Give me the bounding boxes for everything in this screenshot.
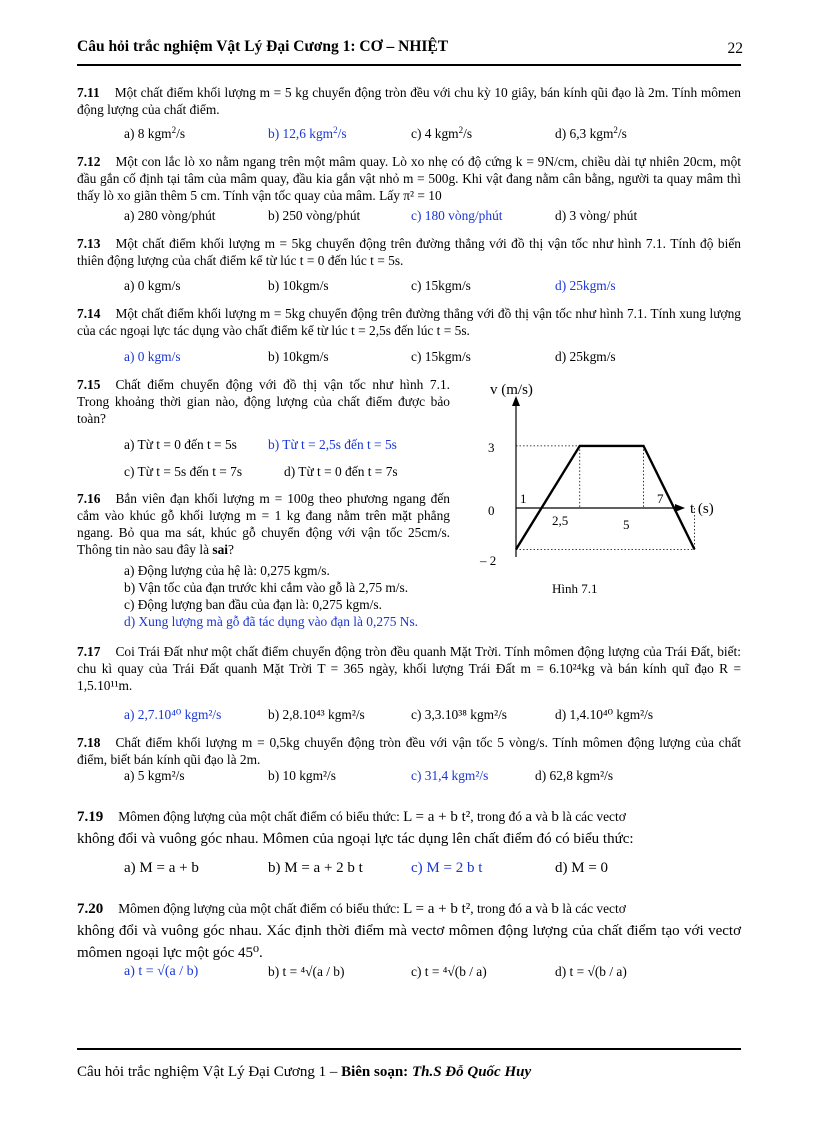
tick-x-2-5: 2,5 (552, 513, 569, 528)
option-b[interactable]: b) t = ⁴√(a / b) (268, 964, 345, 979)
question-7-19: 7.19 Mômen động lượng của một chất điểm có biểu thức: L = a + b t², trong đó a và b là các vectơ không đổi và vuông góc nhau. Mômen của ngoại lực tác dụng lên chất điểm đó có biểu thức: (77, 809, 634, 847)
expression-L: L = a + b t² (403, 901, 471, 917)
question-number: 7.19 (77, 809, 104, 825)
option-c-answer[interactable]: c) 180 vòng/phút (411, 208, 503, 223)
option-b-answer[interactable]: b) 12,6 kgm$^2$/s (268, 125, 347, 141)
option-d-answer[interactable]: d) 25kgm/s (555, 278, 616, 293)
option-c[interactable]: c) Từ t = 5s đến t = 7s (124, 464, 243, 479)
option-d-answer[interactable]: d) Xung lượng mà gỗ đã tác dụng vào đạn là 0,275 Ns. (124, 614, 418, 629)
y-axis-label: v (m/s) (490, 382, 533, 398)
question-number: 7.14 (77, 306, 101, 321)
option-c[interactable]: c) 3,3.10³⁸ kgm²/s (411, 707, 508, 722)
question-text: Một chất điểm khối lượng m = 5 kg chuyển động tròn đều với chu kỳ 10 giây, bán kính qũi đạo là 2m. Tính mômen động lượng của chất điểm. (77, 85, 741, 117)
velocity-point (516, 549, 517, 550)
x-axis-label: t (s) (690, 501, 714, 517)
footer-divider (77, 1048, 741, 1050)
option-a-answer[interactable]: a) t = √(a / b) (124, 964, 199, 979)
question-number: 7.13 (77, 236, 101, 251)
option-c-answer[interactable]: c) 31,4 kgm²/s (411, 768, 489, 783)
question-number: 7.15 (77, 377, 101, 392)
tick-y-minus2: – 2 (480, 553, 497, 568)
question-text: Bắn viên đạn khối lượng m = 100g theo phương ngang đến cắm vào khúc gỗ khối lượng m = 1 kg đang nằm trên mặt phẳng ngang. Bỏ qua ma sát, khúc gỗ chuyển động với vận tốc 25cm/s. Thông tin nào sau đây là (77, 491, 450, 557)
option-d[interactable]: d) M = 0 (555, 860, 609, 876)
option-d[interactable]: d) 62,8 kgm²/s (535, 768, 614, 783)
header-divider (77, 64, 741, 66)
page-footer: Câu hỏi trắc nghiệm Vật Lý Đại Cương 1 – Biên soạn: Th.S Đỗ Quốc Huy (77, 1064, 532, 1080)
emphasis-wrong: sai (212, 542, 229, 557)
question-7-15 (77, 376, 450, 427)
question-text: Coi Trái Đất như một chất điểm chuyển động tròn đều quanh Mặt Trời. Tính mômen động lượng của Trái Đất, biết: chu kì quay của Trái Đất quanh Mặt Trời T = 365 ngày, khối lượng Trái Đất m = 6.10²⁴kg và bán kính quĩ đạo R = 1,5.10¹¹m. (77, 644, 741, 693)
option-c[interactable]: c) 4 kgm$^2$/s (411, 125, 473, 141)
question-number: 7.18 (77, 735, 101, 750)
question-number: 7.11 (77, 85, 100, 100)
option-d[interactable]: d) 25kgm/s (555, 349, 616, 364)
option-a[interactable]: a) 0 kgm/s (124, 278, 181, 293)
question-7-16: 7.16 Bắn viên đạn khối lượng m = 100g theo phương ngang đến cắm vào khúc gỗ khối lượng m = 1 kg đang nằm trên mặt phẳng ngang. Bỏ qua ma sát, khúc gỗ chuyển động với vận tốc 25cm/s. Thông tin nào sau đây là sai? (77, 491, 450, 557)
option-b[interactable]: b) 10 kgm²/s (268, 768, 336, 783)
question-number: 7.17 (77, 644, 101, 659)
question-text: Một con lắc lò xo nằm ngang trên một mâm quay. Lò xo nhẹ có độ cứng k = 9N/cm, chiều dài tự nhiên 20cm, một đầu gắn cố định tại tâm của mâm quay, đầu kia gắn vật nhỏ m = 500g. Khi vật đang nằm cân bằng, người ta quay mâm thì thấy lò xo giãn thêm 5 cm. Tính vận tốc quay của mâm. Lấy π² = 10 (77, 154, 741, 203)
option-b[interactable]: b) Vận tốc của đạn trước khi cắm vào gỗ là 2,75 m/s. (124, 580, 409, 595)
option-b[interactable]: b) 10kgm/s (268, 278, 329, 293)
option-b[interactable]: b) 2,8.10⁴³ kgm²/s (268, 707, 365, 722)
question-text: Một chất điểm khối lượng m = 5kg chuyển động trên đường thẳng với đồ thị vận tốc như hình 7.1. Tính độ biến thiên động lượng của chất điểm kể từ lúc t = 0 đến lúc t = 5s. (77, 236, 741, 268)
velocity-point (694, 549, 695, 550)
velocity-point (541, 508, 542, 509)
option-b[interactable]: b) 10kgm/s (268, 349, 329, 364)
option-a-answer[interactable]: a) 0 kgm/s (124, 349, 181, 364)
option-d[interactable]: d) 6,3 kgm$^2$/s (555, 125, 627, 141)
tick-x-7: 7 (657, 491, 664, 506)
page-header-title: Câu hỏi trắc nghiệm Vật Lý Đại Cương 1: CƠ – NHIỆT (77, 38, 449, 55)
option-c-answer[interactable]: c) M = 2 b t (411, 860, 483, 876)
question-7-11 (77, 84, 741, 118)
velocity-point (643, 445, 644, 446)
velocity-series-line (516, 446, 695, 550)
option-b[interactable]: b) M = a + 2 b t (268, 860, 363, 876)
question-7-17 (77, 643, 741, 694)
question-7-14 (77, 305, 741, 339)
option-d[interactable]: d) 3 vòng/ phút (555, 208, 638, 223)
option-d[interactable]: d) 1,4.10⁴⁰ kgm²/s (555, 707, 654, 722)
option-b-answer[interactable]: b) Từ t = 2,5s đến t = 5s (268, 437, 397, 452)
tick-y-3: 3 (488, 440, 495, 455)
option-a[interactable]: a) 8 kgm$^2$/s (124, 125, 186, 141)
velocity-graph (460, 372, 730, 604)
tick-y-0: 0 (488, 503, 495, 518)
question-number: 7.16 (77, 491, 101, 506)
option-c[interactable]: c) 15kgm/s (411, 349, 471, 364)
option-a[interactable]: a) Động lượng của hệ là: 0,275 kgm/s. (124, 563, 330, 578)
option-a[interactable]: a) 5 kgm²/s (124, 768, 185, 783)
option-c[interactable]: c) t = ⁴√(b / a) (411, 964, 487, 979)
question-text: Chất điểm khối lượng m = 0,5kg chuyển động tròn đều với vận tốc 5 vòng/s. Tính mômen động lượng của chất điểm, biết bán kính qũi đạo là 2m. (77, 735, 741, 767)
option-c[interactable]: c) 15kgm/s (411, 278, 471, 293)
question-7-20: 7.20 Mômen động lượng của một chất điểm có biểu thức: L = a + b t², trong đó a và b là các vectơ không đổi và vuông góc nhau. Xác định thời điểm mà vectơ mômen động lượng của chất điểm tạo với vectơ mômen ngoại lực một góc 45⁰. (77, 901, 741, 961)
question-text: Một chất điểm khối lượng m = 5kg chuyển động trên đường thẳng với đồ thị vận tốc như hình 7.1. Tính xung lượng của các ngoại lực tác dụng vào chất điểm kể từ lúc t = 2,5s đến lúc t = 5s. (77, 306, 741, 338)
question-7-18 (77, 734, 741, 768)
figure-caption: Hình 7.1 (552, 581, 598, 596)
option-a-answer[interactable]: a) 2,7.10⁴⁰ kgm²/s (124, 707, 222, 722)
page-number: 22 (727, 40, 743, 57)
question-number: 7.20 (77, 901, 104, 917)
velocity-point (579, 445, 580, 446)
tick-x-5: 5 (623, 517, 630, 532)
option-b[interactable]: b) 250 vòng/phút (268, 208, 361, 223)
tick-x-1: 1 (520, 491, 527, 506)
option-d[interactable]: d) Từ t = 0 đến t = 7s (284, 464, 398, 479)
option-a[interactable]: a) Từ t = 0 đến t = 5s (124, 437, 237, 452)
option-a[interactable]: a) 280 vòng/phút (124, 208, 216, 223)
question-7-12 (77, 153, 741, 204)
option-d[interactable]: d) t = √(b / a) (555, 964, 627, 979)
question-text: Chất điểm chuyển động với đồ thị vận tốc như hình 7.1. Trong khoảng thời gian nào, động lượng của chất điểm được bảo toàn? (77, 377, 450, 426)
option-a[interactable]: a) M = a + b (124, 860, 199, 876)
option-c[interactable]: c) Động lượng ban đầu của đạn là: 0,275 kgm/s. (124, 597, 382, 612)
expression-L: L = a + b t² (403, 809, 471, 825)
question-7-13 (77, 235, 741, 269)
question-number: 7.12 (77, 154, 101, 169)
